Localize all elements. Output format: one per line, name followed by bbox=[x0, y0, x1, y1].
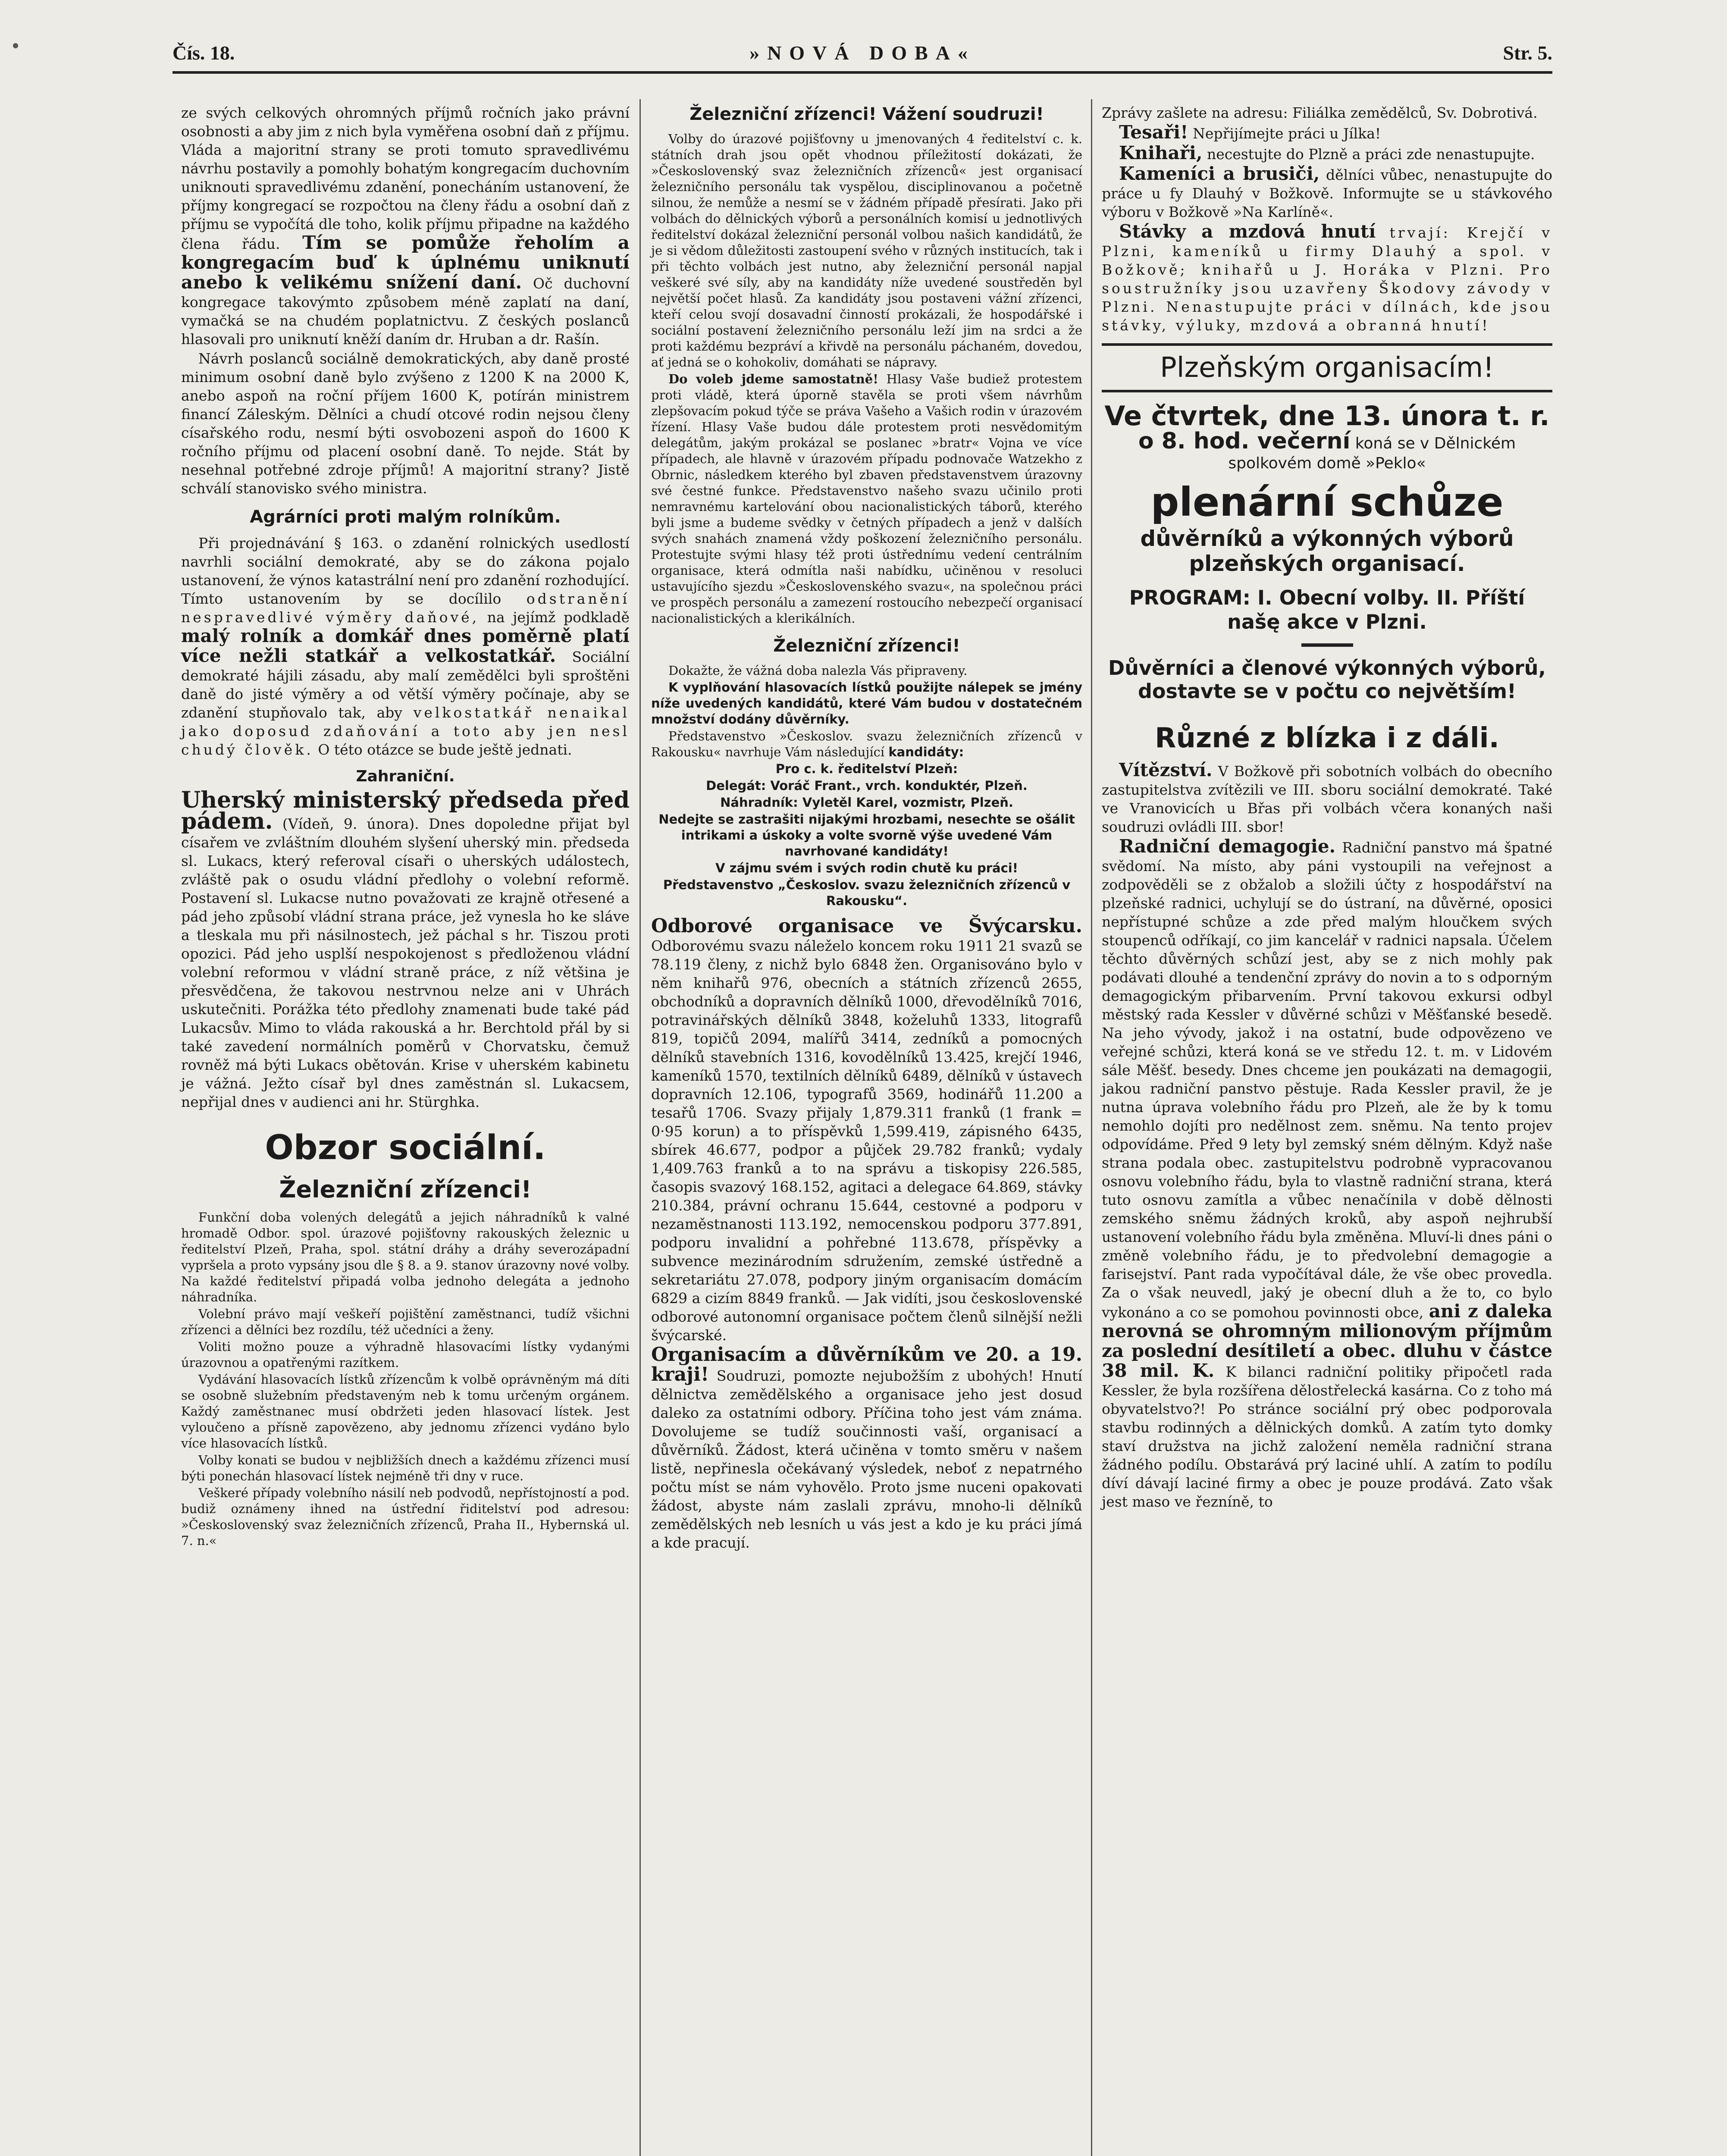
swiss-unions-article: Odborové organisace ve Švýcarsku. Odborovému svazu náleželo koncem roku 1911 21 svazů se 78.119 členy, z nichž bylo 6848 žen. Organisováno bylo v něm knihařů 976, obecních a státních zřízenců 2655, obchodníků a dopravních dělníků 1000, dřevodělníků 7016, potravinářských dělníků 3848, koželuhů 1333, litografů 819, topičů 2094, malířů 3414, zedníků a pomocných dělníků stavebních 1316, kovodělníků 13.425, krejčí 1946, kameníků 1570, textilních dělníků 6489, dělníků v ústavech dopravních 12.106, typografů 3569, hodinářů 11.200 a tesařů 1706. Svazy přijaly 1,879.311 franků (1 frank = 0·95 korun) a to příspěvků 1,599.419, zápisného 6435, sbírek 46.677, podpor a půjček 29.782 franků; vydaly 1,409.763 franků a to na správu a tiskopisy 226.585, časopis svazový 168.152, agitaci a delegace 64.869, stávky 210.384, právní ochranu 15.644, cestovné a podporu v nezaměstnanosti 113.192, nemocenskou podporu 377.891, podporu invalidní a pohřebné 113.678, příspěvky a subvence mezinárodním sdružením, zemské ústředně a sekretariátu 27.078, podpory jiným organisacím domácím 6829 a cizím 8849 franků. — Jak vidíti, jsou československé odborové autonomní organisace počtem členů silnější nežli švýcarské. bbox=[651, 915, 1082, 1344]
warning-note: Nedejte se zastrašiti nijakými hrozbami, nesechte se ošálit intrikami a úskoky a volte svorně výše uvedené Vám navrhované kandidáty! bbox=[658, 812, 1075, 859]
meeting-announcement: Plzeňským organisacím! Ve čtvrtek, dne 13. února t. r. o 8. hod. večerní koná se v Dělnickém spolkovém domě »Peklo« plenární schůze důvěrníků a výkonných výborů plzeňských organisací. PROGRAM: I. Obecní volby. II. Příští našę akce v Plzni. Důvěrníci a členové výkonných výborů, dostavte se v počtu co největším! bbox=[1102, 343, 1552, 703]
carpenters-notice: Tesaři! Nepřijímejte práci u Jílka! bbox=[1119, 122, 1381, 143]
issue-number: Čís. 18. bbox=[172, 42, 235, 64]
delegate-candidate: Delegát: Voráč Frant., vrch. konduktér, Plzeň. bbox=[706, 778, 1028, 793]
agrarian-text: Při projednávání § 163. o zdanění rolnických usedlostí navrhli sociální demokraté, aby se do zákona pojalo ustanovení, že výnos katastrální není pro zdanění rozhodující. Tímto ustanovením by se docílilo odstranění nespravedlivé výměry daňové, na jejímž podkladě malý rolník a domkář dnes poměrně platí více nežli statkář a velkostatkář. Sociální demokraté hájili zásadu, aby malí zemědělci byli sproštěni daně do jisté výměry a od větší výměry počínaje, aby se zdanění stupňovalo tak, aby velkostatkář nenaikal jako doposud zdaňování a toto aby jen nesl chudý člověk. O této otázce se bude ještě jednati. bbox=[181, 535, 630, 758]
district-organisations-article: Organisacím a důvěrníkům ve 20. a 19. kraji! Soudruzi, pomozte nejubožším z ubohých! Hnutí dělnictva zemědělského a organisace jeho jest dosud daleko za ostatními odbory. Příčina toho jest vám známa. Dovolujeme se tudíž součinnosti vaší, organisací a důvěrníků. Žádost, která učiněna v tomto směru v našem listě, nepřinesla očekávaný výsledek, neboť z nepatrného počtu míst se nám vyhovělo. Proto jsme nuceni opakovati žádost, abyste nám zaslali zprávu, mnoho-li dělníků zemědělských neb lesních u vás jest a kdo je ku práci jímá a kde pracují. bbox=[651, 1344, 1082, 1551]
column-divider-2 bbox=[1091, 99, 1092, 2156]
signature: Představenstvo „Českoslov. svazu železničních zřízenců v Rakousku“. bbox=[663, 877, 1071, 908]
candidates-notice: Dokažte, že vážná doba nalezla Vás připraveny. K vyplňování hlasovacích lístků použijte nálepek se jmény níže uvedených kandidátů, které Vám budou v dostatečném množství dodány důvěrníky. Představenstvo »Českoslov. svazu železničních zřízenců v Rakousku« navrhuje Vám následující kandidáty: Pro c. k. ředitelství Plzeň: Delegát: Voráč Frant., vrch. konduktér, Plzeň. Náhradník: Vyletěl Karel, vozmistr, Plzeň. Nedejte se zastrašiti nijakými hrozbami, nesechte se ošálit intrikami a úskoky a volte svorně výše uvedené Vám navrhované kandidáty! V zájmu svém i svých rodin chutě ku práci! Představenstvo „Českoslov. svazu železničních zřízenců v Rakousku“. bbox=[651, 663, 1082, 908]
railway-election-text: Funkční doba volených delegátů a jejich náhradníků k valné hromadě Odbor. spol. úrazové pojišťovny rakouských železnic u ředitelství Plzeň, Praha, spol. státní dráhy a dráhy severozápadní vypršela a proto vypsány jsou dle § 8. a 9. stanov úrazovny nové volby. Na každé ředitelství připadá volba jednoho delegáta a jednoho náhradníka. Volební právo mají veškeří pojištění zaměstnanci, tudíž všichni zřízenci a dělníci bez rozdílu, též učedníci a ženy. Voliti možno pouze a výhradně hlasovacími lístky vydanými úrazovnou a opatřenými razítkem. Vydávání hlasovacích lístků zřízencům k volbě oprávněným má díti se osobně služebním představeným neb k tomu určeným orgánem. Každý zaměstnanec musí obdržeti jeden hlasovací lístek. Jest vyloučeno a přísně zapovězeno, aby jednomu zřízenci vydáno bylo více hlasovacích lístků. Volby konati se budou v nejbližších dnech a každému zřízenci musí býti ponechán hlasovací lístek nejméně tři dny v ruce. Veškeré případy volebního násilí neb podvodů, nepřístojností a pod. budiž oznámeny ihned na ústřední řiditelství pod adresou: »Československý svaz železničních zřízenců, Praha II., Hybernská ul. 7. n.« bbox=[181, 1210, 630, 1548]
announcement-title: Plzeňským organisacím! bbox=[1102, 343, 1552, 392]
attendance-call: Důvěrníci a členové výkonných výborů, dostavte se v počtu co největším! bbox=[1108, 656, 1546, 703]
social-review-heading: Obzor sociální. bbox=[265, 1128, 546, 1167]
strikes-notice: Stávky a mzdová hnutí trvají: Krejčí v Plzni, kameníků u firmy Dlauhý a spol. v Božkově; knihařů u J. Horáka v Plzni. Pro soustružníky jsou uzavřeny Škodovy závody v Plzni. Nenastupujte práci v dílnách, kde jsou stávky, výluky, mzdová a obranná hnutí! bbox=[1102, 221, 1553, 334]
directorate-label: Pro c. k. ředitelství Plzeň: bbox=[775, 761, 958, 776]
column-1 bbox=[181, 103, 630, 1550]
foreign-heading: Zahraniční. bbox=[356, 768, 455, 785]
minimum-tax-paragraph: Návrh poslanců sociálně demokratických, aby daně prosté minimum osobní daně bylo zvýšeno z 1200 K na 2000 K, anebo aspoň na roční příjem 1600 K, potírán ministrem financí Záleským. Dělníci a chudí otcové rodin nejsou členy císařského rodu, nesmí býti osvobozeni aspoň do 1600 K ročního příjmu od placení osobní daně. To nejde. Stát by nesehnal potřebné zdroje příjmů! A majoritní strany? Jistě schválí stanovisko svého ministra. bbox=[181, 350, 630, 497]
program: PROGRAM: I. Obecní volby. II. Příští našę akce v Plzni. bbox=[1129, 586, 1525, 633]
column-3 bbox=[1102, 103, 1552, 1512]
page-header bbox=[172, 38, 1552, 68]
railway-heading-1: Železniční zřízenci! bbox=[279, 1176, 532, 1203]
railway-appeal: Volby do úrazové pojišťovny u jmenovaných 4 ředitelství c. k. státních drah jsou opět vhodnou příležitostí dokázati, že »Československý svaz železničních zřízenců« jest organisací železničního personálu tak vyspělou, disciplinovanou a početně silnou, že nemůže a nesmí se v žádném případě přesírati. Jako při volbách do dělnických výborů a personálních komisí u jednotlivých ředitelství dokázal železniční personál volbou našich kandidátů, že je si vědom důležitosti zastoupení svého v různých institucích, tak i při těchto volbách jest nutno, aby železniční personál napjal veškeré své síly, aby na kandidáty níže uvedené soustředěn byl největší počet hlasů. Za kandidáty jsou postaveni vážní zřízenci, kteří celou svojí dosavadní činností prokázali, že hospodářské i sociální postavení železničního personálu leží jim na srdci a že proti každému bezpráví a křivdě na personálu páchaném, dovedou, ať jedná se o kohokoliv, domáhati se nápravy. Do voleb jdeme samostatně! Hlasy Vaše budiež protestem proti vládě, která úporně stavěla se proti všem návrhům zlepšovacím pokud týče se práva Vašeho a Vašich rodin v úrazovém řízení. Hlasy Vaše budou dále protestem proti nesvědomitým delegátům, jakým prokázal se poslanec »bratr« Vojna ve více případech, ale hlavně v úrazovém případu podnovače Watzekho z Obrnic, následkem kterého byl zbaven představenstvem úrazovny své čestné funkce. Představenstvo našeho svazu učinilo proti nemravnému kartelování obou nacionalistických táborů, kterého byli jsme a budeme svědky v četných případech a jenž v dalších svých snahách znamená vždy poškození železničního personálu. Protestujte svými hlasy též proti ústřednímu vedení centrálním organisace, která odmítla naši nabídku, učiněnou v resoluci ustavujícího sjezdu »Československého svazu«, na společnou práci ve prospěch personálu a zamezení rostoucího nebezpečí organisací nacionalistických a klerikálních. bbox=[651, 132, 1082, 626]
railway-comrades-heading: Železniční zřízenci! Vážení soudruzi! bbox=[690, 104, 1044, 124]
hungarian-article: Uherský ministerský předseda před pádem. (Vídeň, 9. února). Dnes dopoledne přijat byl císařem ve zvláštním dlouhém slyšení uherský min. předseda sl. Lukacs, který referoval císaři o uherských událostech, zvláště pak o osudu vládní předlohy o volební reformě. Postavení sl. Lukacse nutno považovati ze krajně otřesené a pád jeho způsobí vládní strana práce, jež vynesla ho ke sláve a tleskala mu při násilnostech, jež páchal s hr. Tiszou proti opozici. Pád jeho usplší nespokojenost s předloženou vládní volební reformou v vládní straně práce, z níž většina je přesvědčena, že takovou nestrvnou nelze ani v Uhrách uskutečniti. Porážka této předlohy znamenati bude také pád Lukacsův. Mimo to vláda rakouská a hr. Berchtold přál by si také zavedení normálních poměrů v Chorvatsku, čemuž rovněž má býti Lukacs obětován. Krise v uherském kabinetu je vážná. Ježto císař byl dnes zaměstnán sl. Lukacsem, nepřijal dnes v audienci ani hr. Stürghka. bbox=[181, 787, 630, 1110]
divider-dash bbox=[1301, 643, 1353, 647]
agrarian-heading: Agrárníci proti malým rolníkům. bbox=[250, 507, 561, 527]
plenary-meeting: plenární schůze bbox=[1150, 479, 1504, 525]
reports-address: Zprávy zašlete na adresu: Filiálka zemědělců, Sv. Dobrotivá. bbox=[1102, 104, 1538, 121]
announcement-date: Ve čtvrtek, dne 13. února t. r. bbox=[1104, 400, 1550, 432]
column-divider-1 bbox=[639, 99, 641, 2156]
victory-news: Vítězství. V Božkově při sobotních volbách do obecního zastupitelstva zvítězili ve III. sboru sociální demokraté. Také ve Vranovicích u Břas při volbách včera konaných naši soudruzi ovládli III. sbor! bbox=[1102, 759, 1552, 835]
page-number: Str. 5. bbox=[1503, 42, 1552, 64]
railway-heading-2: Železniční zřízenci! bbox=[773, 636, 960, 656]
bookbinders-notice: Knihaři, necestujte do Plzně a práci zde nenastupujte. bbox=[1119, 142, 1535, 163]
hungarian-headline: Uherský ministerský předseda před pádem. bbox=[181, 787, 630, 834]
near-and-far-heading: Různé z blízka i z dáli. bbox=[1155, 722, 1499, 754]
stonemasons-notice: Kameníci a brusiči, dělníci vůbec, nenastupujte do práce u fy Dlauhý v Božkově. Informujte se u stávkového výboru v Božkově »Na Karlíně«. bbox=[1102, 163, 1552, 220]
column-2 bbox=[651, 103, 1082, 1553]
masthead-title: »NOVÁ DOBA« bbox=[749, 42, 975, 64]
city-hall-demagogy: Radniční demagogie. Radniční panstvo má špatné svědomí. Na místo, aby páni vystoupili na veřejnost a zodpověděli se z obžalob a složili účty z hospodářství na plzeňské radnici, uchylují se do ústraní, na důvěrné, oposici nepřístupné schůze a zde před malým hloučkem svých stoupenců odříkají, co jim kancelář v radnici napsala. Účelem těchto důvěrných schůzí jest, aby se z nich mohly pak podávati dlouhé a tendenční zprávy do novin a to s odporným demagogickým přibarvením. První takovou exkursi odbyl městský rada Kessler v důvěrné schůzi v Měšťanské besedě. Na jeho vývody, jakož i na ostatní, bude odpovězeno ve veřejné schůzi, která koná se ve středu 12. t. m. v Lidovém sále Měšť. besedy. Dnes chceme jen poukázati na demagogii, jakou radniční panstvo pěstuje. Rada Kessler pravil, že je nutna úprava volebního řádu pro Plzeň, ale že by k tomu nemohlo dojíti pro nedělnost zem. sněmu. Na tento projev odpovídáme. Před 9 lety byl zemský sném dělným. Když naše strana podala obec. zastupitelstvu podrobně vypracovanou osnovu volebního řádu, byla to vlastně radniční strana, která tuto osnovu zamítla a vůbec nenačínila v době dělnosti zemského sněmu žádných kroků, aby aspoň nejhrubší ustanovení volebního řádu byla změněna. Mluví-li dnes páni o změně volebního řádu, je to předvolební demagogie a farisejství. Pant rada vypočítával dále, že vše obec provedla. Za o však neuvedl, jaký je obecní dluh a že to, co bylo vykonáno a co se pomohou povinnosti obce, ani z daleka nerovná se ohromným milionovým příjmům za poslední desítiletí a obec. dluhu v částce 38 mil. K. K bilanci radniční politiky připočetl rada Kessler, že byla rozšířena dělostřelecká kasárna. Co z toho má obyvatelstvo?! Po stránce sociální prý obec podporovala stavbu rodinných a dělnických domků. A zatím tyto domky staví družstva na jichž založení neměla radniční strana žádného podílu. Obstarává prý laciné uhlí. A zatím to podílu díví dávají laciné firmy a obec je pouze prodává. Zato však jest maso ve řezníně, to bbox=[1102, 836, 1553, 1510]
header-rule bbox=[172, 71, 1552, 74]
page-speck bbox=[13, 43, 18, 48]
tax-article-text: ze svých celkových ohromných příjmů ročních jako právní osobnosti a aby jim z nich byla vyměřena osobní daň z příjmu. Vláda a majoritní strany se proti tomuto spravedlivému návrhu postavily a pomohly bohatým kongregacím duchovním uniknouti spravedlivému zdanění, ponecháním ustanovení, že příjmy kongregací se rozpočtou na členy řádu a osobní daň z příjmu se vypočítá dle toho, kolik příjmu připadne na každého člena řádu. Tím se pomůže řeholím a kongregacím buď k úplnému uniknutí anebo k velikému snížení daní. Oč duchovní kongregace takovýmto způsobem méně zaplatí na daní, vymačká se na chudém poplatnictvu. Z českých poslanců hlasovali pro uniknutí kněží daním dr. Hruban a dr. Rašín. bbox=[181, 104, 630, 348]
substitute-candidate: Náhradník: Vyletěl Karel, vozmistr, Plzeň. bbox=[720, 795, 1013, 810]
